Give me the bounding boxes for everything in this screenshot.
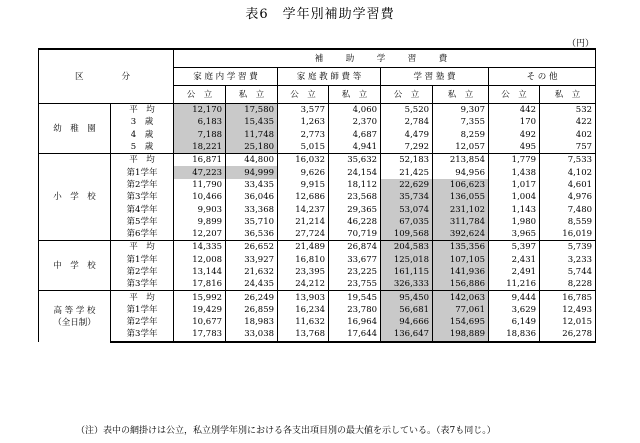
- value-cell: 1,143: [489, 203, 540, 215]
- value-cell: 33,677: [329, 254, 381, 266]
- value-cell: 13,768: [278, 328, 329, 341]
- value-cell: 1,017: [489, 179, 540, 191]
- value-cell: 33,927: [226, 254, 278, 266]
- value-cell: 24,435: [226, 278, 278, 291]
- value-cell: 107,105: [433, 254, 489, 266]
- group-label: [39, 241, 111, 291]
- value-cell: 2,773: [278, 129, 329, 141]
- value-cell: 109,568: [381, 228, 433, 241]
- value-cell: 16,871: [174, 154, 226, 167]
- value-cell: 326,333: [381, 278, 433, 291]
- public-header: 公 立: [489, 86, 540, 104]
- value-cell: 15,435: [226, 116, 278, 128]
- value-cell: 5,744: [540, 266, 596, 278]
- value-cell: 10,466: [174, 191, 226, 203]
- value-cell: 18,112: [329, 179, 381, 191]
- value-cell: 23,780: [329, 304, 381, 316]
- public-header: 公 立: [174, 86, 226, 104]
- value-cell: 492: [489, 129, 540, 141]
- value-cell: 1,004: [489, 191, 540, 203]
- value-cell: 22,629: [381, 179, 433, 191]
- value-cell: 33,038: [226, 328, 278, 341]
- table-row: [39, 241, 596, 254]
- value-cell: 16,964: [329, 316, 381, 328]
- group-label: [39, 104, 111, 154]
- value-cell: 9,899: [174, 216, 226, 228]
- value-cell: 17,816: [174, 278, 226, 291]
- value-cell: 1,438: [489, 166, 540, 178]
- value-cell: 442: [489, 104, 540, 117]
- row-label: 第2学年: [111, 266, 174, 278]
- value-cell: 23,568: [329, 191, 381, 203]
- value-cell: 17,783: [174, 328, 226, 341]
- value-cell: 422: [540, 116, 596, 128]
- value-cell: 135,356: [433, 241, 489, 254]
- value-cell: 12,057: [433, 141, 489, 154]
- value-cell: 136,647: [381, 328, 433, 341]
- row-label: 第1学年: [111, 304, 174, 316]
- group-name: 中 学 校: [53, 260, 96, 271]
- value-cell: 12,008: [174, 254, 226, 266]
- value-cell: 8,559: [540, 216, 596, 228]
- table-row: [39, 278, 596, 291]
- value-cell: 1,263: [278, 116, 329, 128]
- table-row: [39, 266, 596, 278]
- row-label: 第4学年: [111, 203, 174, 215]
- value-cell: 14,237: [278, 203, 329, 215]
- value-cell: 35,710: [226, 216, 278, 228]
- value-cell: 26,874: [329, 241, 381, 254]
- table-row: [39, 254, 596, 266]
- value-cell: 198,889: [433, 328, 489, 341]
- value-cell: 3,233: [540, 254, 596, 266]
- row-label: 3 歳: [111, 116, 174, 128]
- value-cell: 21,214: [278, 216, 329, 228]
- value-cell: 141,936: [433, 266, 489, 278]
- value-cell: 16,234: [278, 304, 329, 316]
- value-cell: 11,748: [226, 129, 278, 141]
- footnote: （注）表中の網掛けは公立，私立別学年別における各支出項目別の最大値を示している。（表7も同じ。）: [76, 426, 496, 436]
- value-cell: 402: [540, 129, 596, 141]
- value-cell: 16,019: [540, 228, 596, 241]
- value-cell: 1,779: [489, 154, 540, 167]
- table-row: [39, 104, 596, 117]
- value-cell: 12,493: [540, 304, 596, 316]
- private-header: 私 立: [433, 86, 489, 104]
- value-cell: 23,395: [278, 266, 329, 278]
- value-cell: 94,999: [226, 166, 278, 178]
- value-cell: 26,859: [226, 304, 278, 316]
- private-header: 私 立: [226, 86, 278, 104]
- group-label: [39, 154, 111, 241]
- value-cell: 21,489: [278, 241, 329, 254]
- value-cell: 142,063: [433, 291, 489, 304]
- value-cell: 52,183: [381, 154, 433, 167]
- value-cell: 495: [489, 141, 540, 154]
- value-cell: 9,903: [174, 203, 226, 215]
- value-cell: 2,784: [381, 116, 433, 128]
- value-cell: 14,335: [174, 241, 226, 254]
- value-cell: 35,734: [381, 191, 433, 203]
- value-cell: 17,644: [329, 328, 381, 341]
- value-cell: 70,719: [329, 228, 381, 241]
- table-row: [39, 141, 596, 154]
- value-cell: 53,074: [381, 203, 433, 215]
- value-cell: 7,533: [540, 154, 596, 167]
- row-label: 第2学年: [111, 316, 174, 328]
- value-cell: 16,785: [540, 291, 596, 304]
- value-cell: 94,956: [433, 166, 489, 178]
- value-cell: 15,992: [174, 291, 226, 304]
- value-cell: 33,435: [226, 179, 278, 191]
- table-row: [39, 328, 596, 341]
- value-cell: 5,520: [381, 104, 433, 117]
- table-row: [39, 129, 596, 141]
- value-cell: 11,790: [174, 179, 226, 191]
- value-cell: 2,491: [489, 266, 540, 278]
- value-cell: 12,686: [278, 191, 329, 203]
- value-cell: 46,228: [329, 216, 381, 228]
- row-label: 平 均: [111, 241, 174, 254]
- value-cell: 10,677: [174, 316, 226, 328]
- value-cell: 17,580: [226, 104, 278, 117]
- value-cell: 3,965: [489, 228, 540, 241]
- row-label: 第3学年: [111, 278, 174, 291]
- value-cell: 56,681: [381, 304, 433, 316]
- value-cell: 23,225: [329, 266, 381, 278]
- value-cell: 757: [540, 141, 596, 154]
- private-header: 私 立: [329, 86, 381, 104]
- value-cell: 23,755: [329, 278, 381, 291]
- value-cell: 33,368: [226, 203, 278, 215]
- group-name: 小 学 校: [53, 192, 96, 203]
- value-cell: 5,015: [278, 141, 329, 154]
- value-cell: 19,545: [329, 291, 381, 304]
- value-cell: 231,102: [433, 203, 489, 215]
- value-cell: 5,739: [540, 241, 596, 254]
- row-label: 平 均: [111, 154, 174, 167]
- value-cell: 26,249: [226, 291, 278, 304]
- value-cell: 27,724: [278, 228, 329, 241]
- value-cell: 4,941: [329, 141, 381, 154]
- value-cell: 9,444: [489, 291, 540, 304]
- value-cell: 95,450: [381, 291, 433, 304]
- value-cell: 12,015: [540, 316, 596, 328]
- value-cell: 213,854: [433, 154, 489, 167]
- value-cell: 25,180: [226, 141, 278, 154]
- value-cell: 18,221: [174, 141, 226, 154]
- table-row: [39, 316, 596, 328]
- row-label: 第5学年: [111, 216, 174, 228]
- table-row: [39, 291, 596, 304]
- value-cell: 4,601: [540, 179, 596, 191]
- main-header: 補 助 学 習 費: [174, 49, 596, 68]
- value-cell: 6,183: [174, 116, 226, 128]
- row-label: 第1学年: [111, 166, 174, 178]
- value-cell: 204,583: [381, 241, 433, 254]
- table-row: [39, 116, 596, 128]
- value-cell: 8,228: [540, 278, 596, 291]
- value-cell: 106,623: [433, 179, 489, 191]
- value-cell: 5,397: [489, 241, 540, 254]
- value-cell: 156,886: [433, 278, 489, 291]
- value-cell: 4,976: [540, 191, 596, 203]
- col-header-home-study: 家 庭 内 学 習 費: [174, 68, 278, 86]
- value-cell: 4,060: [329, 104, 381, 117]
- value-cell: 94,666: [381, 316, 433, 328]
- value-cell: 7,480: [540, 203, 596, 215]
- value-cell: 1,980: [489, 216, 540, 228]
- value-cell: 16,032: [278, 154, 329, 167]
- value-cell: 35,632: [329, 154, 381, 167]
- value-cell: 12,170: [174, 104, 226, 117]
- value-cell: 24,212: [278, 278, 329, 291]
- value-cell: 24,154: [329, 166, 381, 178]
- value-cell: 21,632: [226, 266, 278, 278]
- value-cell: 311,784: [433, 216, 489, 228]
- row-label: 5 歳: [111, 141, 174, 154]
- private-header: 私 立: [540, 86, 596, 104]
- table-row: [39, 179, 596, 191]
- value-cell: 47,223: [174, 166, 226, 178]
- value-cell: 12,207: [174, 228, 226, 241]
- kubun-header: 区 分: [39, 49, 174, 104]
- value-cell: 154,695: [433, 316, 489, 328]
- group-label: [39, 291, 111, 342]
- group-name: 幼 稚 園: [53, 123, 96, 134]
- value-cell: 9,626: [278, 166, 329, 178]
- value-cell: 7,188: [174, 129, 226, 141]
- value-cell: 532: [540, 104, 596, 117]
- value-cell: 7,355: [433, 116, 489, 128]
- value-cell: 26,652: [226, 241, 278, 254]
- row-label: 平 均: [111, 104, 174, 117]
- value-cell: 36,536: [226, 228, 278, 241]
- row-label: 第1学年: [111, 254, 174, 266]
- value-cell: 26,278: [540, 328, 596, 341]
- value-cell: 2,370: [329, 116, 381, 128]
- value-cell: 170: [489, 116, 540, 128]
- table-row: [39, 304, 596, 316]
- table-row: [39, 216, 596, 228]
- header-row-1: [39, 49, 596, 68]
- table-row: [39, 191, 596, 203]
- value-cell: 21,425: [381, 166, 433, 178]
- row-label: 第3学年: [111, 328, 174, 341]
- col-header-tutor: 家 庭 教 師 費 等: [278, 68, 381, 86]
- value-cell: 6,149: [489, 316, 540, 328]
- value-cell: 2,431: [489, 254, 540, 266]
- value-cell: 3,577: [278, 104, 329, 117]
- value-cell: 161,115: [381, 266, 433, 278]
- value-cell: 18,836: [489, 328, 540, 341]
- table-body: [39, 49, 596, 342]
- value-cell: 8,259: [433, 129, 489, 141]
- value-cell: 11,632: [278, 316, 329, 328]
- row-label: 第6学年: [111, 228, 174, 241]
- group-subname: （全日制）: [53, 317, 96, 328]
- value-cell: 77,061: [433, 304, 489, 316]
- value-cell: 11,216: [489, 278, 540, 291]
- value-cell: 18,983: [226, 316, 278, 328]
- public-header: 公 立: [278, 86, 329, 104]
- row-label: 第2学年: [111, 179, 174, 191]
- table-row: [39, 166, 596, 178]
- value-cell: 13,903: [278, 291, 329, 304]
- public-header: 公 立: [381, 86, 433, 104]
- value-cell: 125,018: [381, 254, 433, 266]
- supplementary-study-cost-table: [38, 48, 596, 343]
- col-header-cram-school: 学 習 塾 費: [381, 68, 489, 86]
- table-title: 表6 学年別補助学習費: [245, 7, 395, 22]
- col-header-other: そ の 他: [489, 68, 596, 86]
- value-cell: 4,479: [381, 129, 433, 141]
- row-label: 4 歳: [111, 129, 174, 141]
- row-label: 第3学年: [111, 191, 174, 203]
- value-cell: 13,144: [174, 266, 226, 278]
- table-row: [39, 228, 596, 241]
- table-row: [39, 154, 596, 167]
- value-cell: 16,810: [278, 254, 329, 266]
- value-cell: 136,055: [433, 191, 489, 203]
- value-cell: 392,624: [433, 228, 489, 241]
- value-cell: 4,102: [540, 166, 596, 178]
- group-name: 高 等 学 校: [53, 305, 96, 316]
- table-row: [39, 203, 596, 215]
- unit-label: （円）: [566, 39, 594, 49]
- row-label: 平 均: [111, 291, 174, 304]
- value-cell: 4,687: [329, 129, 381, 141]
- value-cell: 7,292: [381, 141, 433, 154]
- value-cell: 36,046: [226, 191, 278, 203]
- value-cell: 19,429: [174, 304, 226, 316]
- value-cell: 67,035: [381, 216, 433, 228]
- value-cell: 3,629: [489, 304, 540, 316]
- value-cell: 9,307: [433, 104, 489, 117]
- value-cell: 44,800: [226, 154, 278, 167]
- value-cell: 29,365: [329, 203, 381, 215]
- value-cell: 9,915: [278, 179, 329, 191]
